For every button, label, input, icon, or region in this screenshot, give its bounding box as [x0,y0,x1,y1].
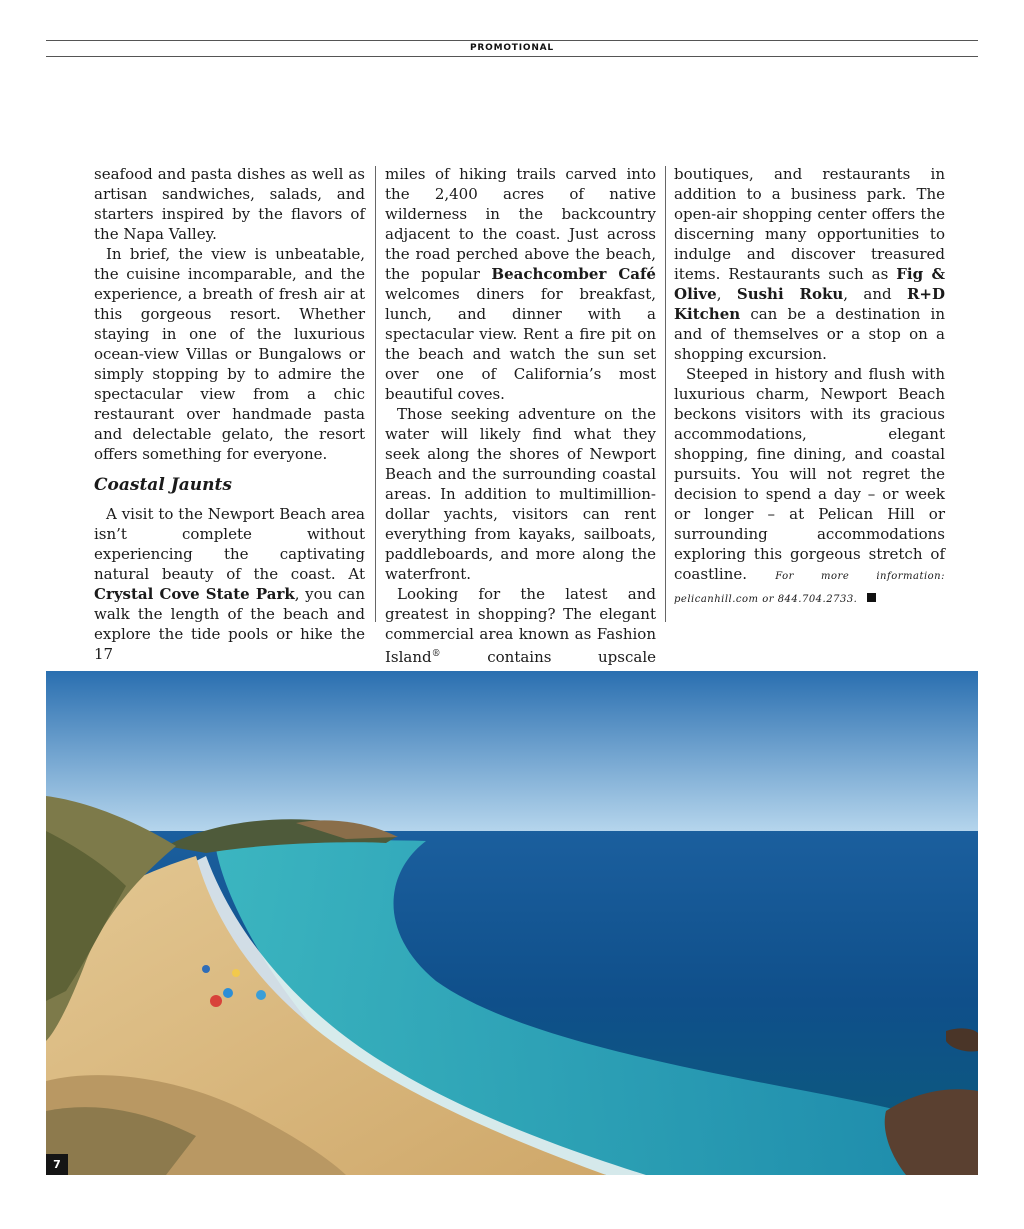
section-subhead: Coastal Jaunts [94,475,232,495]
text-run: A visit to the Newport Beach area isn’t complete without experiencing the captivating natural beauty of the coast. At [94,505,365,583]
beach-umbrella [256,990,266,1000]
beach-photo [46,671,978,1175]
header-rule-top [46,40,978,41]
article-body [94,164,948,666]
paragraph: In brief, the view is unbeatable, the cuisine incomparable, and the experience, a breath of fresh air at this gorgeous resort. Whether staying in one of the luxurious ocean-view Villas or Bungalows or simply stopping by to admire the spectacular view from a chic restaurant over handmade pasta and delectable gelato, the resort offers something for everyone. [94,245,365,463]
end-of-article-mark [867,593,876,602]
text-run: miles of hiking trails carved into the 2,400 acres of native wilderness in the backcountry adjacent to the coast. Just across the road perched above the beach, the popular [385,165,656,283]
text-run: Steeped in history and flush with luxurious charm, Newport Beach beckons visitors with its gracious accommodations, elegant shopping, fine dining, and coastal pursuits. You will not regret the decision to spend a day – or week or longer – at Pelican Hill or surrounding accommodations exploring this gorgeous stretch of coastline. [674,365,945,583]
paragraph: Those seeking adventure on the water will likely find what they seek along the shores of Newport Beach and the surrounding coastal areas. In addition to multimillion-dollar yachts, visitors can rent everything from kayaks, sailboats, paddleboards, and more along the waterfront. [385,405,656,583]
paragraph: seafood and pasta dishes as well as artisan sandwiches, salads, and starters inspired by the flavors of the Napa Valley. [94,165,365,243]
restaurant-name: R+D Kitchen [674,285,945,323]
text-run: boutiques, and restaurants in addition to a business park. The open-air shopping center offers the discerning many opportunities to indulge and discover treasured items. Restaurants such as [674,165,945,283]
text-run: , you can walk the length of the beach and explore the tide pools or hike the 17 [94,585,365,663]
restaurant-name: Fig & Olive [674,265,945,303]
promotional-label: PROMOTIONAL [470,43,554,53]
registered-mark: ® [431,649,441,659]
beach-umbrella [210,995,222,1007]
text-run: contains upscale [487,648,656,666]
restaurant-name: Sushi Roku [736,285,844,303]
paragraph [674,364,945,610]
sky [46,671,978,836]
page-number: 7 [46,1154,68,1175]
more-info-text: For more information: pelicanhill.com or 844.704.2733. [674,571,945,605]
beach-umbrella [202,965,210,973]
park-name: Crystal Cove State Park [94,585,295,603]
column-divider [375,166,376,622]
column-divider [665,166,666,622]
header-rule-bottom [46,56,978,57]
text-run: , [716,285,737,303]
beach-umbrella [223,988,233,998]
beach-umbrella [232,969,240,977]
cafe-name: Beachcomber Café [491,265,656,283]
text-run: can be a destination in and of themselves or a stop on a shopping excursion. [674,305,945,363]
article-column-2 [385,164,656,687]
text-run: , and [843,285,907,303]
article-column-3 [674,164,945,610]
text-run: welcomes diners for breakfast, lunch, and dinner with a spectacular view. Rent a fire pit on the beach and watch the sun set over one of California’s most beautiful coves. [385,285,656,403]
article-column-1 [94,164,365,664]
paragraph [385,164,656,404]
text-run: Looking for the latest and greatest in shopping? The elegant commercial area known as Fashion Island [385,585,656,666]
paragraph [94,504,365,664]
paragraph [674,164,945,364]
